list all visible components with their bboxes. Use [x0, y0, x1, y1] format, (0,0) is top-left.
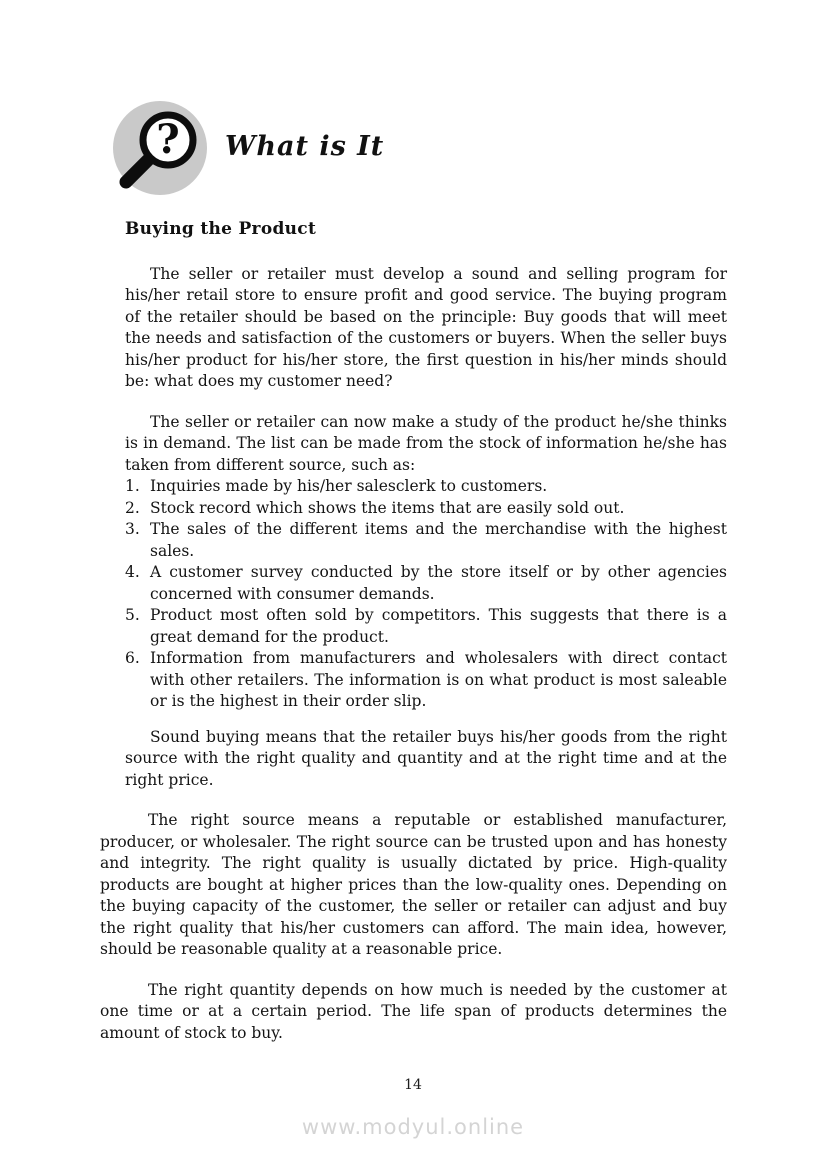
list-item-text: The sales of the different items and the merchandise with the highest sales. — [150, 520, 727, 560]
list-item — [125, 498, 727, 520]
list-item — [125, 476, 727, 498]
paragraph-right-quantity: The right quantity depends on how much is needed by the customer at one time or at a certain period. The life span of products determines the amount of stock to buy. — [100, 980, 727, 1042]
list-item — [125, 519, 727, 562]
magnifier-question-icon — [112, 100, 208, 196]
magnifier-question-svg — [112, 100, 208, 196]
list-item-text: A customer survey conducted by the store itself or by other agencies concerned with consumer demands. — [150, 563, 727, 603]
page-body — [100, 219, 727, 1044]
list-item-text: Stock record which shows the items that are easily sold out. — [150, 498, 625, 517]
list-item-text: Information from manufacturers and wholesalers with direct contact with other retailers. The information is on what product is most saleable or is the highest in their order slip. — [150, 649, 727, 710]
list-item-number: 2. — [125, 498, 140, 517]
page-number: 14 — [404, 1077, 422, 1093]
list-item-number: 5. — [125, 606, 140, 624]
paragraph-study-of-product: The seller or retailer can now make a study of the product he/she thinks is in demand. The list can be made from the stock of information he/she has taken from different source, such as: — [125, 412, 727, 474]
watermark: www.modyul.online — [301, 1115, 525, 1139]
paragraph-right-source: The right source means a reputable or established manufacturer, producer, or wholesaler. The right source can be trusted upon and has honesty and integrity. The right quality is usually dictated by price. High-quality products are bought at higher prices than the low-quality ones. Depending on the buying capacity of the customer, the seller or retailer can adjust and buy the right quality that his/her customers can afford. The main idea, however, should be reasonable quality at a reasonable price. — [100, 811, 727, 958]
list-item — [125, 562, 727, 605]
paragraph-sound-buying: Sound buying means that the retailer buys his/her goods from the right source with the right quality and quantity and at the right time and at the right price. — [125, 727, 727, 789]
question-mark-glyph: ? — [156, 116, 180, 163]
list-item-number: 1. — [125, 477, 140, 495]
page-title: What is It — [225, 131, 385, 162]
list-item-number: 3. — [125, 520, 140, 538]
list-item-text: Product most often sold by competitors. This suggests that there is a great demand for the product. — [150, 606, 727, 646]
list-item — [125, 605, 727, 648]
list-item — [125, 648, 727, 713]
list-item-number: 6. — [125, 649, 140, 667]
section-heading: Buying the Product — [125, 219, 317, 239]
sources-list — [125, 476, 727, 713]
list-item-text: Inquiries made by his/her salesclerk to customers. — [150, 477, 548, 495]
paragraph-buying-program: The seller or retailer must develop a sound and selling program for his/her retail store to ensure profit and good service. The buying program of the retailer should be based on the principle: Buy goods that will meet the needs and satisfaction of the customers or buyers. When the seller buys his/her product for his/her store, the first question in his/her minds should be: what does my customer need? — [125, 264, 727, 390]
list-item-number: 4. — [125, 563, 140, 581]
